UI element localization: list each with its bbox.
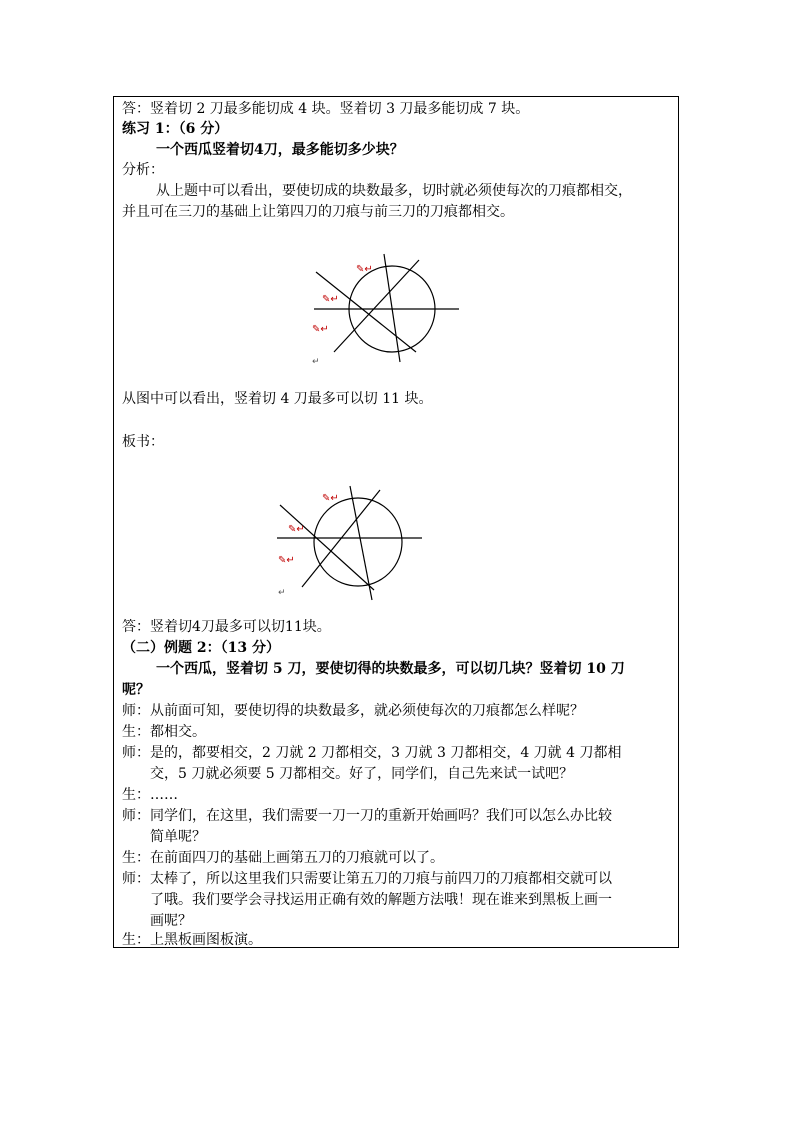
dialogue-teacher-4: 师：太棒了，所以这里我们只需要让第五刀的刀痕与前四刀的刀痕都相交就可以: [122, 871, 612, 887]
dialogue-student-4: 生：上黑板画图板演。: [122, 932, 262, 948]
dialogue-teacher-4-cont2: 画呢？: [150, 913, 192, 929]
dialogue-teacher-1: 师：从前面可知，要使切得的块数最多，就必须使每次的刀痕都怎么样呢？: [122, 703, 584, 719]
anchor-mark-icon: ✎↵: [312, 324, 329, 335]
dialogue-teacher-4-cont: 了哦。我们要学会寻找运用正确有效的解题方法哦！现在谁来到黑板上画一: [150, 892, 612, 908]
example-question-1: 一个西瓜，竖着切 5 刀，要使切得的块数最多，可以切几块？竖着切 10 刀: [156, 661, 625, 677]
dialogue-student-3: 生：在前面四刀的基础上画第五刀的刀痕就可以了。: [122, 850, 444, 866]
example-heading: （二）例题 2：（13 分）: [122, 640, 280, 656]
dialogue-teacher-2-cont: 交，5 刀就必须要 5 刀都相交。好了，同学们，自己先来试一试吧？: [150, 766, 574, 782]
anchor-mark-icon: ✎↵: [322, 493, 339, 504]
example-question-2: 呢？: [122, 682, 150, 698]
analysis-text-1: 从上题中可以看出，要使切成的块数最多，切时就必须使每次的刀痕都相交，: [156, 183, 632, 199]
anchor-mark-icon: ✎↵: [322, 294, 339, 305]
four-cuts-diagram-2: [272, 485, 432, 605]
board-label: 板书：: [122, 434, 164, 450]
exercise-heading: 练习 1：（6 分）: [122, 121, 229, 137]
cut-line-diagonal-down: [316, 272, 416, 352]
answer-line-2: 答：竖着切4刀最多可以切11块。: [122, 619, 331, 635]
anchor-mark-icon: ✎↵: [278, 555, 295, 566]
cut-line-diagonal-up: [334, 260, 419, 352]
anchor-mark-icon: ✎↵: [356, 264, 373, 275]
analysis-label: 分析：: [122, 162, 164, 178]
cut-line-near-vertical: [384, 254, 400, 362]
dialogue-teacher-2: 师：是的，都要相交，2 刀就 2 刀都相交，3 刀就 3 刀都相交，4 刀就 4 刀都相: [122, 745, 622, 761]
dialogue-teacher-3-cont: 简单呢？: [150, 829, 206, 845]
anchor-mark-icon: ✎↵: [288, 524, 305, 535]
dialogue-student-2: 生：……: [122, 787, 178, 803]
cut-line-diagonal-down: [280, 505, 374, 590]
analysis-text-2: 并且可在三刀的基础上让第四刀的刀痕与前三刀的刀痕都相交。: [122, 204, 514, 220]
dialogue-student-1: 生：都相交。: [122, 724, 206, 740]
document-page: [113, 96, 679, 948]
exercise-question: 一个西瓜竖着切4刀，最多能切多少块？: [156, 142, 404, 158]
conclusion-line: 从图中可以看出，竖着切 4 刀最多可以切 11 块。: [122, 391, 433, 407]
return-mark-icon: ↵: [278, 588, 286, 598]
answer-line-1: 答：竖着切 2 刀最多能切成 4 块。竖着切 3 刀最多能切成 7 块。: [122, 101, 530, 117]
return-mark-icon: ↵: [312, 357, 320, 367]
dialogue-teacher-3: 师：同学们，在这里，我们需要一刀一刀的重新开始画吗？我们可以怎么办比较: [122, 808, 612, 824]
four-cuts-diagram-1: [304, 252, 464, 372]
watermelon-circle: [314, 498, 402, 586]
